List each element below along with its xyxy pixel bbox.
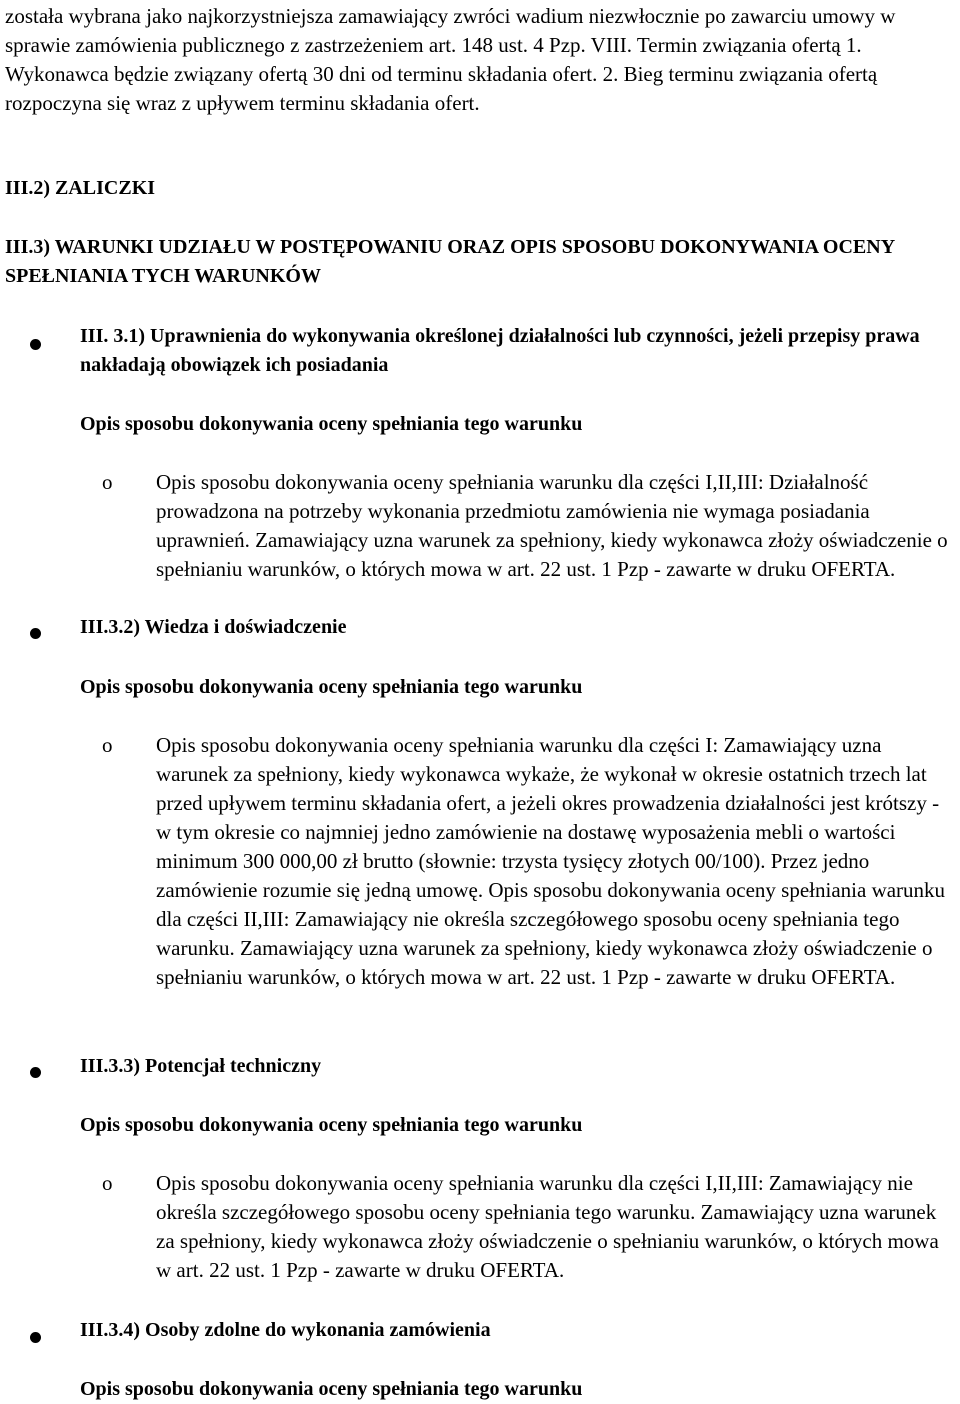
circle-marker-icon: o <box>102 1171 113 1195</box>
item-description-wiedza: Opis sposobu dokonywania oceny spełniania warunku dla części I: Zamawiający uzna warunek za spełniony, kiedy wykonawca wykaże, że wykonał w okresie ostatnich trzech lat przed upływem terminu składania ofert, a jeżeli okres prowadzenia działalności jest krótszy - w tym okresie co najmniej jedno zamówienie na dostawę wyposażenia mebli o wartości minimum 300 000,00 zł brutto (słownie: trzysta tysięcy złotych 00/100). Przez jedno zamówienie rozumie się jedną umowę. Opis sposobu dokonywania oceny spełniania warunku dla części II,III: Zamawiający nie określa szczegółowego sposobu oceny spełniania tego warunku. Zamawiający uzna warunek za spełniony, kiedy wykonawca złoży oświadczenie o spełnianiu warunków, o których mowa w art. 22 ust. 1 Pzp - zawarte w druku OFERTA. <box>156 733 946 989</box>
bullet-icon <box>30 1332 41 1343</box>
opis-heading: Opis sposobu dokonywania oceny spełniania tego warunku <box>80 1114 583 1136</box>
intro-paragraph: została wybrana jako najkorzystniejsza zamawiający zwróci wadium niezwłocznie po zawarciu umowy w sprawie zamówienia publicznego z zastrzeżeniem art. 148 ust. 4 Pzp. VIII. Termin związania ofertą 1. Wykonawca będzie związany ofertą 30 dni od terminu składania ofert. 2. Bieg terminu związania ofertą rozpoczyna się wraz z upływem terminu składania ofert. <box>5 4 896 115</box>
circle-marker-icon: o <box>102 470 113 494</box>
bullet-icon <box>30 339 41 350</box>
opis-heading: Opis sposobu dokonywania oceny spełniania tego warunku <box>80 676 583 698</box>
section-heading-warunki: III.3) WARUNKI UDZIAŁU W POSTĘPOWANIU ORAZ OPIS SPOSOBU DOKONYWANIA OCENY SPEŁNIANIA TYCH WARUNKÓW <box>5 236 895 287</box>
item-title-potencjal: III.3.3) Potencjał techniczny <box>80 1055 322 1077</box>
opis-heading: Opis sposobu dokonywania oceny spełniania tego warunku <box>80 413 583 435</box>
opis-heading: Opis sposobu dokonywania oceny spełniania tego warunku <box>80 1378 583 1400</box>
circle-marker-icon: o <box>102 733 113 757</box>
item-description-potencjal: Opis sposobu dokonywania oceny spełniania warunku dla części I,II,III: Zamawiający nie określa szczegółowego sposobu oceny spełniania tego warunku. Zamawiający uzna warunek za spełniony, kiedy wykonawca złoży oświadczenie o spełnianiu warunków, o których mowa w art. 22 ust. 1 Pzp - zawarte w druku OFERTA. <box>156 1171 939 1282</box>
section-heading-zaliczki: III.2) ZALICZKI <box>5 177 156 199</box>
bullet-icon <box>30 1067 41 1078</box>
item-title-wiedza: III.3.2) Wiedza i doświadczenie <box>80 616 347 638</box>
item-description-uprawnienia: Opis sposobu dokonywania oceny spełniania warunku dla części I,II,III: Działalność prowadzona na potrzeby wykonania przedmiotu zamówienia nie wymaga posiadania uprawnień. Zamawiający uzna warunek za spełniony, kiedy wykonawca złoży oświadczenie o spełnianiu warunków, o których mowa w art. 22 ust. 1 Pzp - zawarte w druku OFERTA. <box>156 470 948 581</box>
item-title-osoby: III.3.4) Osoby zdolne do wykonania zamówienia <box>80 1319 491 1341</box>
item-title-uprawnienia: III. 3.1) Uprawnienia do wykonywania określonej działalności lub czynności, jeżeli przepisy prawa nakładają obowiązek ich posiadania <box>80 325 920 376</box>
bullet-icon <box>30 628 41 639</box>
